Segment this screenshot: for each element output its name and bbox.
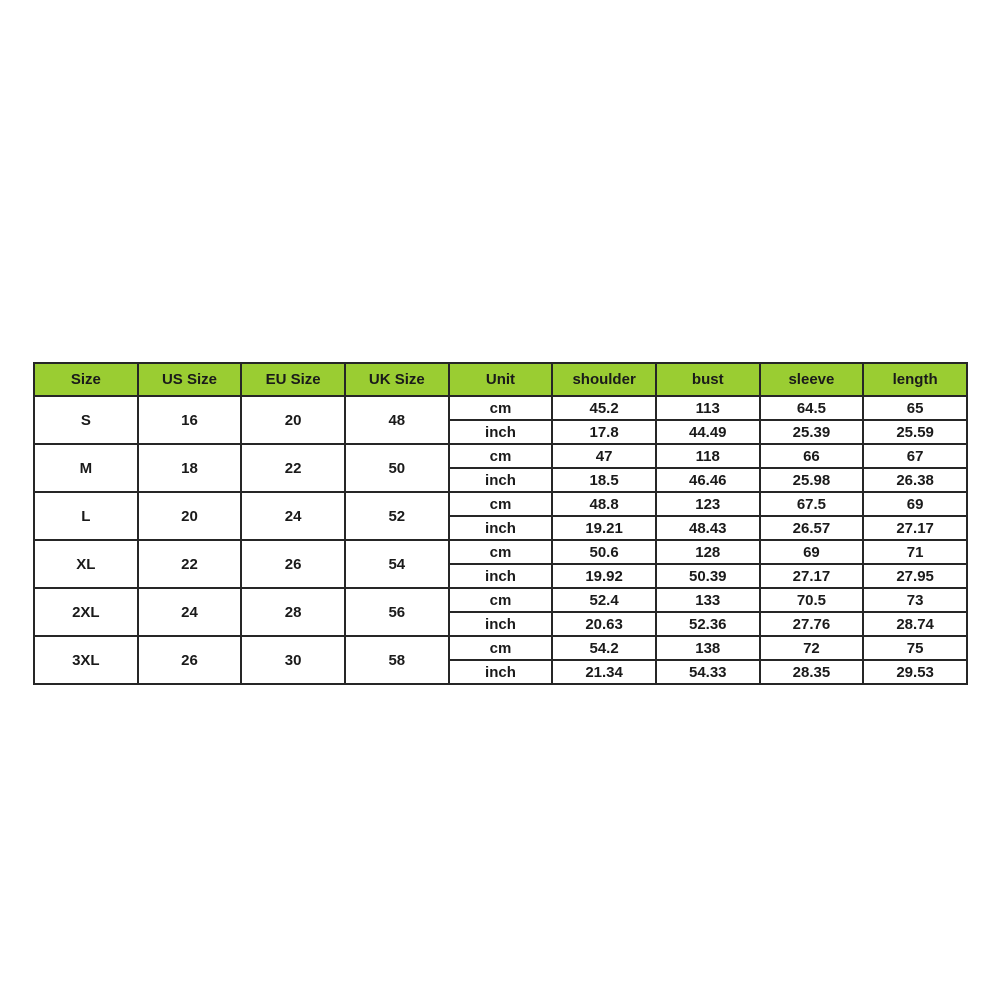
bust-cm-value: 118	[656, 444, 760, 468]
sleeve-cm-value: 69	[760, 540, 864, 564]
size-cell-2xl: 2XL	[34, 588, 138, 636]
bust-inch-value: 48.43	[656, 516, 760, 540]
eu-size-cell-2xl: 28	[241, 588, 345, 636]
column-header-eu-size: EU Size	[241, 363, 345, 396]
shoulder-inch-value: 19.21	[552, 516, 656, 540]
length-inch-value: 27.17	[863, 516, 967, 540]
shoulder-inch-value: 18.5	[552, 468, 656, 492]
sleeve-inch-value: 27.17	[760, 564, 864, 588]
unit-cell-inch: inch	[449, 564, 553, 588]
unit-cell-inch: inch	[449, 468, 553, 492]
us-size-cell-2xl: 24	[138, 588, 242, 636]
size-row-s-cm	[34, 396, 967, 420]
length-inch-value: 25.59	[863, 420, 967, 444]
bust-cm-value: 138	[656, 636, 760, 660]
unit-cell-inch: inch	[449, 660, 553, 684]
sleeve-inch-value: 25.39	[760, 420, 864, 444]
size-chart-header	[34, 363, 967, 396]
eu-size-cell-m: 22	[241, 444, 345, 492]
bust-inch-value: 50.39	[656, 564, 760, 588]
size-row-m-cm	[34, 444, 967, 468]
size-row-xl-cm	[34, 540, 967, 564]
size-row-2xl-cm	[34, 588, 967, 612]
shoulder-inch-value: 19.92	[552, 564, 656, 588]
size-row-l-cm	[34, 492, 967, 516]
uk-size-cell-xl: 54	[345, 540, 449, 588]
unit-cell-inch: inch	[449, 420, 553, 444]
column-header-unit: Unit	[449, 363, 553, 396]
unit-cell-cm: cm	[449, 492, 553, 516]
bust-inch-value: 54.33	[656, 660, 760, 684]
column-header-uk-size: UK Size	[345, 363, 449, 396]
length-inch-value: 28.74	[863, 612, 967, 636]
shoulder-inch-value: 21.34	[552, 660, 656, 684]
shoulder-cm-value: 52.4	[552, 588, 656, 612]
size-cell-xl: XL	[34, 540, 138, 588]
sleeve-cm-value: 70.5	[760, 588, 864, 612]
shoulder-cm-value: 48.8	[552, 492, 656, 516]
sleeve-cm-value: 66	[760, 444, 864, 468]
sleeve-inch-value: 27.76	[760, 612, 864, 636]
unit-cell-cm: cm	[449, 444, 553, 468]
us-size-cell-l: 20	[138, 492, 242, 540]
eu-size-cell-3xl: 30	[241, 636, 345, 684]
bust-inch-value: 44.49	[656, 420, 760, 444]
uk-size-cell-s: 48	[345, 396, 449, 444]
shoulder-inch-value: 17.8	[552, 420, 656, 444]
uk-size-cell-3xl: 58	[345, 636, 449, 684]
bust-cm-value: 123	[656, 492, 760, 516]
unit-cell-cm: cm	[449, 540, 553, 564]
unit-cell-inch: inch	[449, 612, 553, 636]
bust-cm-value: 113	[656, 396, 760, 420]
bust-cm-value: 133	[656, 588, 760, 612]
us-size-cell-s: 16	[138, 396, 242, 444]
unit-cell-cm: cm	[449, 396, 553, 420]
us-size-cell-xl: 22	[138, 540, 242, 588]
column-header-us-size: US Size	[138, 363, 242, 396]
uk-size-cell-l: 52	[345, 492, 449, 540]
eu-size-cell-s: 20	[241, 396, 345, 444]
length-inch-value: 29.53	[863, 660, 967, 684]
size-cell-s: S	[34, 396, 138, 444]
bust-inch-value: 46.46	[656, 468, 760, 492]
unit-cell-inch: inch	[449, 516, 553, 540]
size-cell-3xl: 3XL	[34, 636, 138, 684]
sleeve-inch-value: 25.98	[760, 468, 864, 492]
size-cell-l: L	[34, 492, 138, 540]
uk-size-cell-m: 50	[345, 444, 449, 492]
sleeve-inch-value: 26.57	[760, 516, 864, 540]
shoulder-cm-value: 54.2	[552, 636, 656, 660]
us-size-cell-m: 18	[138, 444, 242, 492]
sleeve-cm-value: 67.5	[760, 492, 864, 516]
unit-cell-cm: cm	[449, 588, 553, 612]
length-cm-value: 65	[863, 396, 967, 420]
size-row-3xl-cm	[34, 636, 967, 660]
size-chart-table	[33, 362, 968, 685]
length-cm-value: 75	[863, 636, 967, 660]
size-cell-m: M	[34, 444, 138, 492]
length-cm-value: 69	[863, 492, 967, 516]
sleeve-inch-value: 28.35	[760, 660, 864, 684]
sleeve-cm-value: 64.5	[760, 396, 864, 420]
us-size-cell-3xl: 26	[138, 636, 242, 684]
eu-size-cell-xl: 26	[241, 540, 345, 588]
shoulder-cm-value: 50.6	[552, 540, 656, 564]
unit-cell-cm: cm	[449, 636, 553, 660]
column-header-bust: bust	[656, 363, 760, 396]
size-chart-body	[34, 396, 967, 684]
length-inch-value: 27.95	[863, 564, 967, 588]
column-header-length: length	[863, 363, 967, 396]
bust-cm-value: 128	[656, 540, 760, 564]
column-header-size: Size	[34, 363, 138, 396]
column-header-sleeve: sleeve	[760, 363, 864, 396]
uk-size-cell-2xl: 56	[345, 588, 449, 636]
column-header-shoulder: shoulder	[552, 363, 656, 396]
shoulder-cm-value: 45.2	[552, 396, 656, 420]
bust-inch-value: 52.36	[656, 612, 760, 636]
header-row	[34, 363, 967, 396]
shoulder-inch-value: 20.63	[552, 612, 656, 636]
eu-size-cell-l: 24	[241, 492, 345, 540]
length-inch-value: 26.38	[863, 468, 967, 492]
length-cm-value: 73	[863, 588, 967, 612]
length-cm-value: 71	[863, 540, 967, 564]
shoulder-cm-value: 47	[552, 444, 656, 468]
length-cm-value: 67	[863, 444, 967, 468]
sleeve-cm-value: 72	[760, 636, 864, 660]
